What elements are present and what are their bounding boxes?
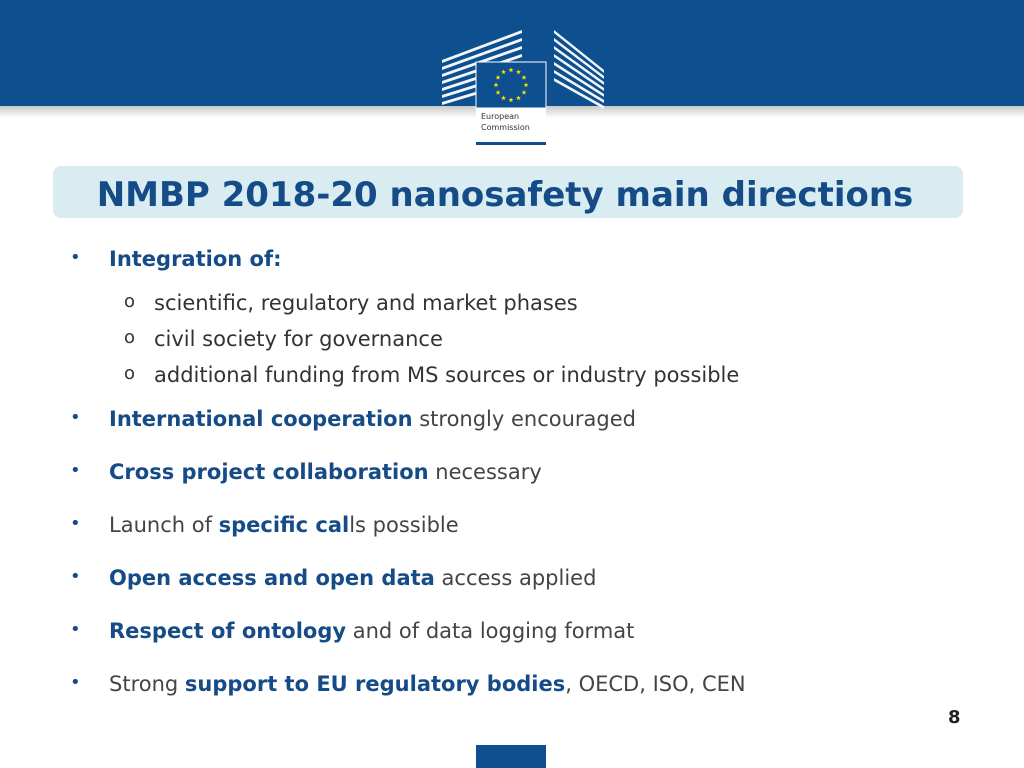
bullet-marker: • xyxy=(70,566,81,587)
bullet-item xyxy=(109,512,459,538)
bullet-marker: • xyxy=(70,619,81,640)
logo-text-line1: European xyxy=(481,112,520,121)
bullet-text: ls possible xyxy=(349,513,459,537)
bullet-item xyxy=(109,406,636,432)
bullet-marker: • xyxy=(70,513,81,534)
bullet-highlight: Respect of ontology xyxy=(109,619,347,643)
bullet-text: necessary xyxy=(428,460,542,484)
bullet-text: access applied xyxy=(434,566,597,590)
sub-bullet-marker: o xyxy=(124,291,136,312)
logo-caption xyxy=(476,108,546,145)
page-number: 8 xyxy=(948,707,961,728)
bullet-marker: • xyxy=(70,460,81,481)
bullet-highlight: Open access and open data xyxy=(109,566,435,590)
bullet-item xyxy=(109,459,542,485)
bullet-highlight: support to EU regulatory bodies xyxy=(184,672,566,696)
sub-item-phases: scientific, regulatory and market phases xyxy=(154,291,578,315)
bullet-marker: • xyxy=(70,672,81,693)
bullet-item xyxy=(109,671,746,697)
bullet-marker: • xyxy=(70,407,81,428)
bullet-text: and of data logging format xyxy=(346,619,635,643)
bullet-marker: • xyxy=(70,247,81,268)
bullet-text: , OECD, ISO, CEN xyxy=(565,672,746,696)
slide-title: NMBP 2018-20 nanosafety main directions xyxy=(96,175,914,215)
footer-tab xyxy=(476,745,546,768)
logo-text-line2: Commission xyxy=(481,123,530,132)
bullet-text: Launch of xyxy=(109,513,219,537)
bullet-text: Strong xyxy=(109,672,185,696)
sub-bullet-marker: o xyxy=(124,327,136,348)
bullet-text: strongly encouraged xyxy=(412,407,637,431)
bullet-item xyxy=(109,618,634,644)
sub-bullet-marker: o xyxy=(124,363,136,384)
bullet-highlight: specific cal xyxy=(218,513,350,537)
bullet-integration xyxy=(109,246,282,272)
bullet-item xyxy=(109,565,596,591)
bullet-integration-label: Integration of: xyxy=(109,247,282,271)
sub-item-civil-society: civil society for governance xyxy=(154,327,443,351)
bullet-highlight: Cross project collaboration xyxy=(109,460,429,484)
bullet-highlight: International cooperation xyxy=(109,407,413,431)
sub-item-funding: additional funding from MS sources or industry possible xyxy=(154,363,740,387)
